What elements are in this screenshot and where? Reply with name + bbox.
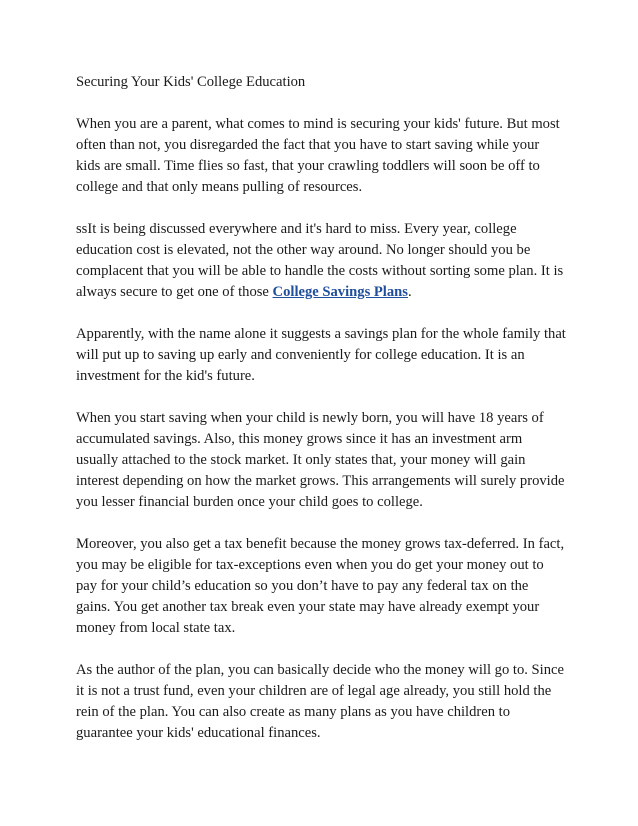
paragraph-4: When you start saving when your child is newly born, you will have 18 years of accumulated savings. Also, this money grows since it has an investment arm usually attached to the stock market. It only states that, your money will gain interest depending on how the market grows. This arrangements will surely provide you lesser financial burden once your child goes to college. xyxy=(76,410,565,510)
document-page xyxy=(76,72,566,765)
paragraph-3: Apparently, with the name alone it suggests a savings plan for the whole family that will put up to saving up early and conveniently for college education. It is an investment for the kid's future. xyxy=(76,326,566,384)
paragraph-6: As the author of the plan, you can basically decide who the money will go to. Since it is not a trust fund, even your children are of legal age already, you still hold the rein of the plan. You can also create as many plans as you have children to guarantee your kids' educational finances. xyxy=(76,662,564,741)
college-savings-plans-link[interactable]: College Savings Plans xyxy=(272,284,408,300)
paragraph-2-end: . xyxy=(407,284,412,300)
paragraph-1: When you are a parent, what comes to mind is securing your kids' future. But most often than not, you disregarded the fact that you have to start saving while your kids are small. Time flies so fast, that your crawling toddlers will soon be off to college and that only means pulling of resources. xyxy=(76,116,560,195)
paragraph-2 xyxy=(76,219,566,303)
paragraph-5: Moreover, you also get a tax benefit because the money grows tax-deferred. In fact, you may be eligible for tax-exceptions even when you do get your money out to pay for your child’s education so you don’t have to pay any federal tax on the gains. You get another tax break even your state may have already exempt your money from local state tax. xyxy=(76,536,565,636)
paragraph-2-text: ssIt is being discussed everywhere and it's hard to miss. Every year, college education cost is elevated, not the other way around. No longer should you be complacent that you will be able to handle the costs without sorting some plan. It is always secure to get one of those xyxy=(76,221,564,300)
document-title: Securing Your Kids' College Education xyxy=(76,74,306,90)
